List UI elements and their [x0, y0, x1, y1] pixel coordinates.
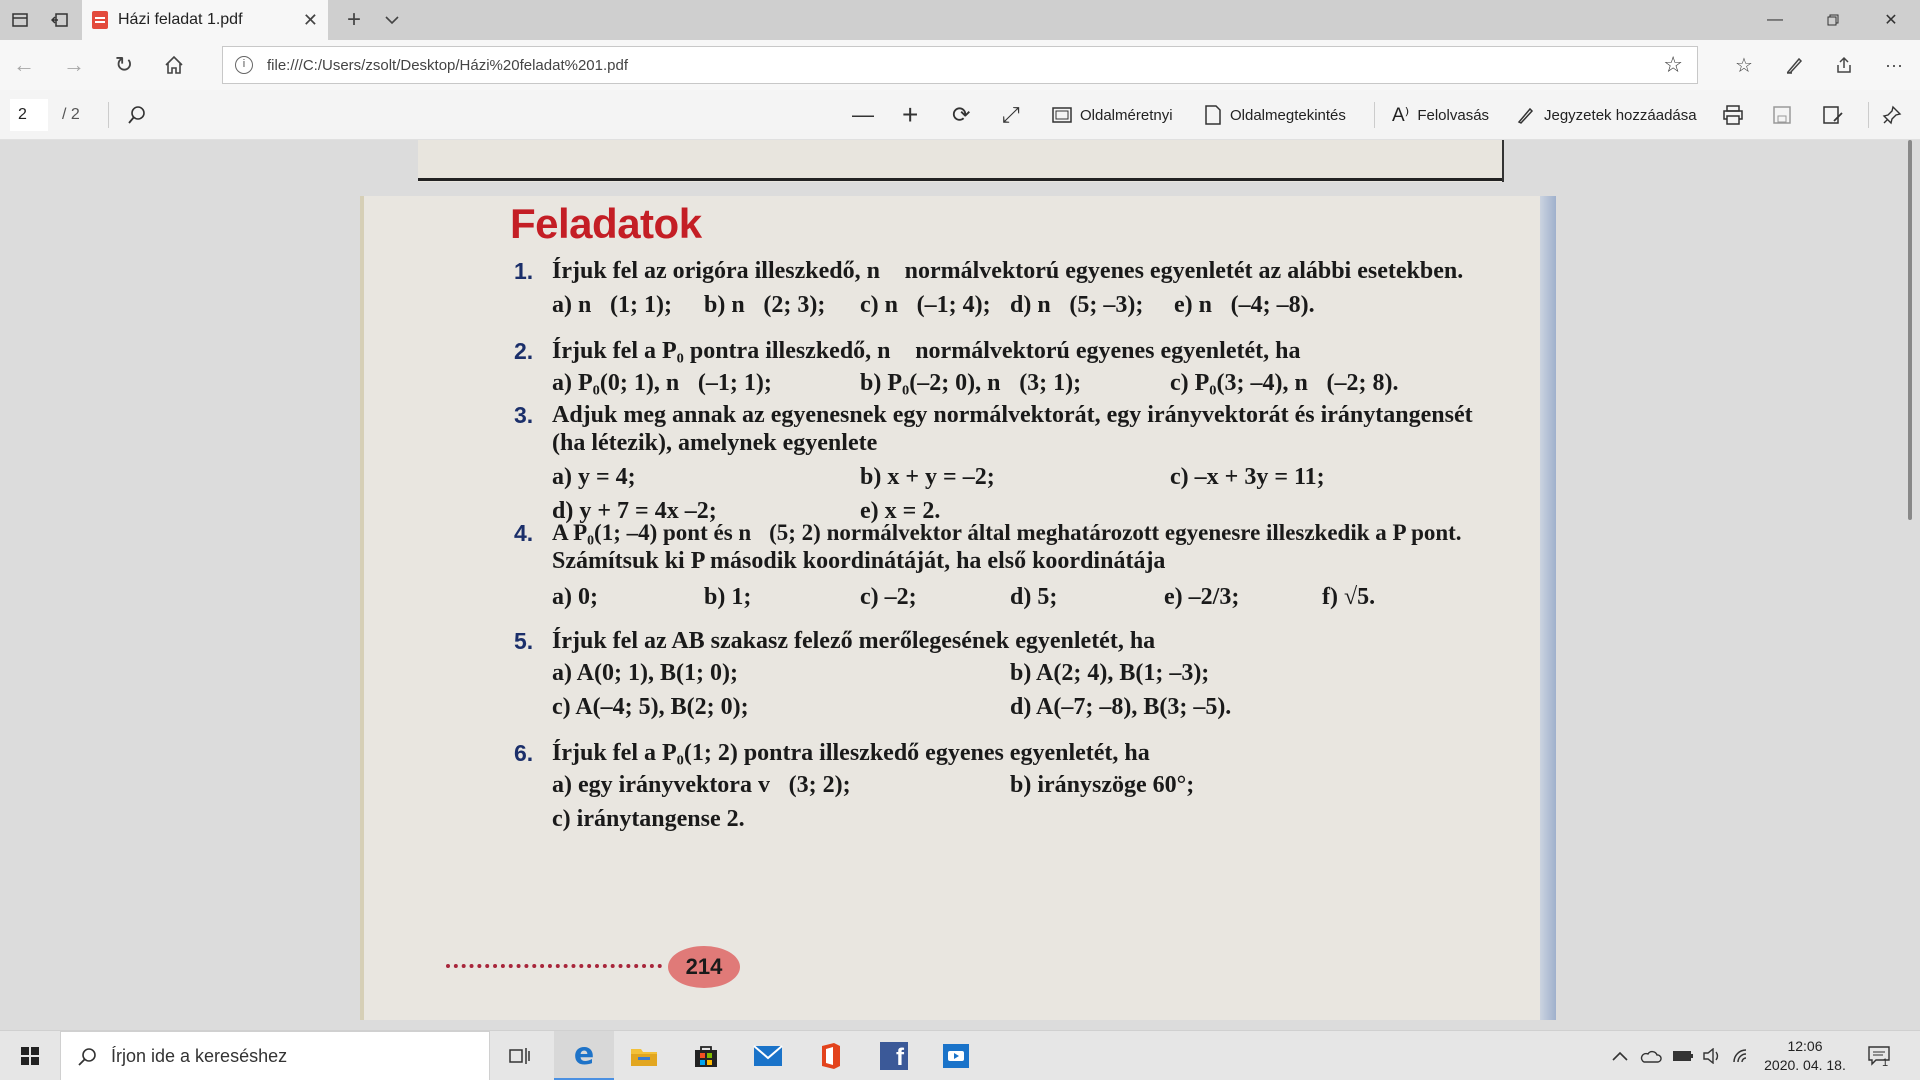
clock-date: 2020. 04. 18. [1764, 1057, 1846, 1073]
pen-icon [1516, 105, 1536, 125]
navigation-bar [0, 40, 1920, 90]
fit-page-icon [1052, 107, 1072, 123]
task-question: Adjuk meg annak az egyenesnek egy normálvektorát, egy irányvektorát és iránytangensét [552, 402, 1473, 428]
previous-page-edge [418, 140, 1504, 182]
pen-icon[interactable] [1774, 45, 1814, 85]
windows-taskbar [0, 1030, 1920, 1080]
pdf-page [360, 196, 1556, 1020]
page-heading: Feladatok [510, 200, 702, 247]
search-placeholder: Írjon ide a kereséshez [111, 1045, 288, 1066]
task-number: 3. [514, 402, 534, 428]
add-notes-label: Jegyzetek hozzáadása [1544, 106, 1697, 124]
task-option: b) irányszöge 60°; [1010, 772, 1195, 798]
save-icon[interactable] [1772, 95, 1792, 135]
set-tabs-aside-icon[interactable] [40, 0, 80, 40]
task-option: c) A(–4; 5), B(2; 0); [552, 694, 749, 720]
address-url: file:///C:/Users/zsolt/Desktop/Házi%20feladat%201.pdf [267, 56, 629, 74]
refresh-icon[interactable]: ↻ [114, 52, 134, 77]
task-option: c) iránytangense 2. [552, 806, 745, 832]
task-option: b) P₀(–2; 0), n⃗(3; 1); [860, 370, 1082, 396]
forward-arrow-icon[interactable]: → [63, 52, 85, 77]
taskbar-search-box[interactable] [60, 1031, 490, 1080]
task-number: 5. [514, 628, 534, 654]
task-option: b) x + y = –2; [860, 464, 995, 490]
file-explorer-icon[interactable] [614, 1031, 674, 1080]
close-window-button[interactable]: ✕ [1884, 12, 1898, 29]
task-option: b) n⃗(2; 3); [704, 292, 826, 318]
scrollbar[interactable] [1908, 140, 1912, 520]
task-option: a) P₀(0; 1), n⃗(–1; 1); [552, 370, 772, 396]
share-icon[interactable] [1824, 45, 1864, 85]
divider [1374, 102, 1375, 128]
search-icon[interactable] [126, 95, 148, 135]
print-icon[interactable] [1722, 95, 1744, 135]
task-option: f) √5. [1322, 584, 1376, 610]
task-option: a) y = 4; [552, 464, 636, 490]
page-scan-edge [1540, 196, 1556, 1020]
zoom-in-icon[interactable]: + [902, 99, 919, 130]
add-notes-button[interactable] [1516, 95, 1697, 135]
chevron-down-icon[interactable] [372, 0, 412, 40]
home-icon[interactable] [154, 45, 194, 85]
tab-title: Házi feladat 1.pdf [118, 11, 243, 28]
minimize-button[interactable]: — [1767, 11, 1783, 28]
facebook-icon[interactable]: f [864, 1031, 924, 1080]
office-icon[interactable] [800, 1031, 860, 1080]
restore-button[interactable] [1808, 0, 1858, 40]
store-icon[interactable] [676, 1031, 736, 1080]
new-tab-icon[interactable]: + [346, 6, 361, 33]
task-option: d) A(–7; –8), B(3; –5). [1010, 694, 1232, 720]
task-number: 6. [514, 740, 534, 766]
search-icon [77, 1047, 97, 1067]
task-option: e) x = 2. [860, 498, 941, 524]
pdf-viewer[interactable] [0, 140, 1920, 1030]
tab-actions-icon[interactable] [0, 0, 40, 40]
start-button[interactable] [0, 1031, 60, 1080]
pdf-toolbar [0, 90, 1920, 140]
page-number-badge: 214 [668, 946, 740, 988]
read-aloud-icon: A⁾ [1392, 104, 1410, 126]
task-option: a) A(0; 1), B(1; 0); [552, 660, 738, 686]
show-hidden-icons-icon[interactable] [1612, 1031, 1628, 1080]
task-question: Írjuk fel az AB szakasz felező merőlegesének egyenletét, ha [552, 628, 1156, 654]
clock-time: 12:06 [1787, 1038, 1823, 1054]
divider [108, 102, 109, 128]
task-number: 1. [514, 258, 534, 284]
task-question: Írjuk fel a P₀(1; 2) pontra illeszkedő egyenes egyenletét, ha [552, 740, 1150, 766]
favorites-icon[interactable]: ☆ [1735, 54, 1753, 77]
edge-browser-icon[interactable]: e [554, 1031, 614, 1080]
task-option: c) P₀(3; –4), n⃗(–2; 8). [1170, 370, 1399, 396]
volume-icon[interactable] [1702, 1031, 1722, 1080]
favorite-star-icon[interactable]: ☆ [1663, 52, 1683, 77]
task-option: c) –2; [860, 584, 917, 610]
task-option: a) n⃗(1; 1); [552, 292, 672, 318]
more-options-icon[interactable]: ··· [1885, 54, 1903, 75]
page-view-label: Oldalmegtekintés [1230, 106, 1346, 124]
task-option: d) y + 7 = 4x –2; [552, 498, 717, 524]
page-number-leader [446, 964, 662, 968]
onedrive-icon[interactable] [1640, 1031, 1662, 1080]
pin-toolbar-icon[interactable] [1882, 95, 1902, 135]
save-as-icon[interactable] [1822, 95, 1844, 135]
fit-page-button[interactable] [1052, 95, 1173, 135]
task-question: Írjuk fel a P₀ pontra illeszkedő, n⃗ normálvektorú egyenes egyenletét, ha [552, 338, 1301, 364]
task-number: 4. [514, 520, 534, 546]
task-option: b) A(2; 4), B(1; –3); [1010, 660, 1210, 686]
fit-page-label: Oldalméretnyi [1080, 106, 1173, 124]
page-view-button[interactable] [1204, 95, 1346, 135]
info-icon[interactable]: i [235, 56, 253, 74]
task-option: a) 0; [552, 584, 598, 610]
task-option: e) –2/3; [1164, 584, 1240, 610]
task-number: 2. [514, 338, 534, 364]
rotate-icon[interactable]: ⟳ [952, 102, 971, 127]
task-question: A P₀(1; –4) pont és n⃗(5; 2) normálvektor által meghatározott egyenesre illeszkedik a P pont. [552, 520, 1462, 545]
page-number-input[interactable]: 2 [10, 99, 48, 131]
task-question-cont: (ha létezik), amelynek egyenlete [552, 430, 878, 456]
battery-icon[interactable] [1672, 1031, 1694, 1080]
wifi-icon[interactable] [1732, 1031, 1752, 1080]
title-bar [0, 0, 1920, 40]
divider [1868, 102, 1869, 128]
task-option: d) 5; [1010, 584, 1058, 610]
video-app-icon[interactable] [926, 1031, 986, 1080]
pdf-file-icon [92, 11, 108, 29]
task-question-cont: Számítsuk ki P második koordinátáját, ha első koordinátája [552, 548, 1166, 574]
back-arrow-icon[interactable]: ← [13, 52, 35, 77]
task-option: c) –x + 3y = 11; [1170, 464, 1325, 490]
system-clock[interactable] [1760, 1037, 1850, 1075]
zoom-out-icon[interactable]: — [852, 102, 874, 127]
windows-logo-icon [20, 1046, 40, 1066]
read-aloud-button[interactable] [1392, 95, 1489, 135]
browser-tab-active[interactable] [82, 0, 328, 40]
notifications-button[interactable] [1868, 1031, 1888, 1080]
notification-count: 1 [1882, 1057, 1889, 1069]
fullscreen-icon[interactable]: ⤢ [1002, 102, 1020, 127]
page-view-icon [1204, 105, 1222, 125]
address-bar[interactable] [222, 46, 1698, 84]
task-question: Írjuk fel az origóra illeszkedő, n⃗ normálvektorú egyenes egyenletét az alábbi esetekben. [552, 258, 1464, 284]
read-aloud-label: Felolvasás [1417, 106, 1490, 124]
task-option: b) 1; [704, 584, 752, 610]
task-option: d) n⃗(5; –3); [1010, 292, 1144, 318]
task-option: e) n⃗(–4; –8). [1174, 292, 1315, 318]
close-tab-icon[interactable]: ✕ [302, 9, 318, 30]
task-option: a) egy irányvektora v⃗(3; 2); [552, 772, 851, 798]
task-view-icon[interactable] [490, 1031, 550, 1080]
page-count: / 2 [62, 106, 80, 123]
task-option: c) n⃗(–1; 4); [860, 292, 991, 318]
mail-icon[interactable] [738, 1031, 798, 1080]
